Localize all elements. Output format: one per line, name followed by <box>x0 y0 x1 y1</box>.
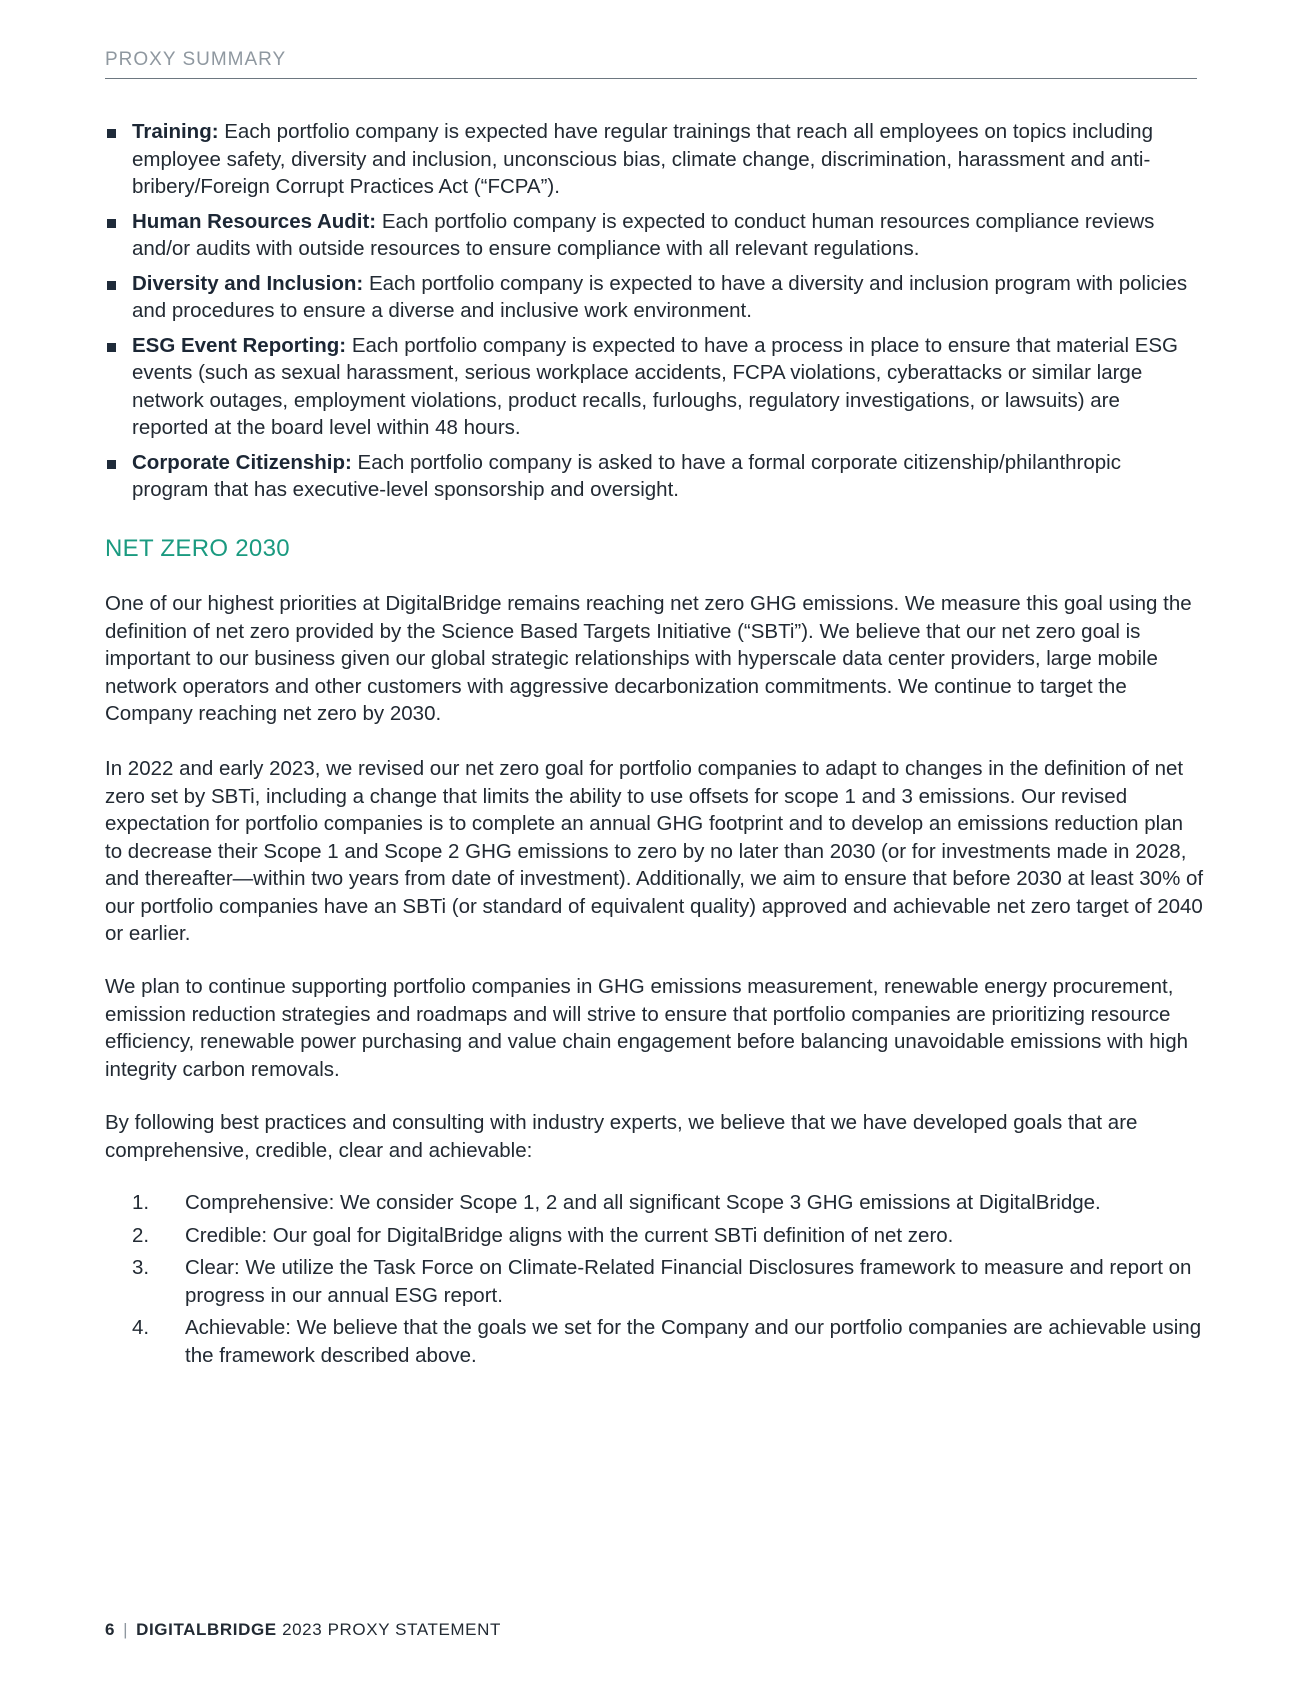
goal-text: Clear: We utilize the Task Force on Climate-Related Financial Disclosures framework to measure and report on progress in our annual ESG report. <box>185 1256 1192 1307</box>
footer-document-title: 2023 PROXY STATEMENT <box>282 1620 501 1639</box>
goal-item <box>105 1222 1205 1250</box>
goal-text: Achievable: We believe that the goals we set for the Company and our portfolio companies are achievable using the framework described above. <box>185 1316 1202 1367</box>
bullet-hr-audit <box>105 208 1197 263</box>
bullet-term: Corporate Citizenship: <box>132 450 352 474</box>
bullet-text: Each portfolio company is expected to have a diversity and inclusion program with policies and procedures to ensure a diverse and inclusive work environment. <box>132 271 1188 322</box>
goal-number: 1. <box>132 1191 150 1214</box>
goal-number: 2. <box>132 1223 150 1247</box>
bullet-diversity <box>105 270 1197 325</box>
page-header <box>105 48 1197 72</box>
policy-bullet-list <box>105 118 1197 511</box>
goal-item <box>105 1254 1205 1309</box>
bullet-esg-reporting <box>105 332 1197 442</box>
bullet-citizenship <box>105 449 1197 504</box>
bullet-text: Each portfolio company is expected to have a process in place to ensure that material ESG events (such as sexual harassment, serious workplace accidents, FCPA violations, cyberattacks or similar large network outages, employment violations, product recalls, furloughs, regulatory investigations, or lawsuits) are reported at the board level within 48 hours. <box>132 333 1178 439</box>
footer-brand: DIGITALBRIDGE <box>136 1620 277 1639</box>
square-bullet-icon <box>107 460 116 469</box>
square-bullet-icon <box>107 219 116 228</box>
bullet-text: Each portfolio company is expected to conduct human resources compliance reviews and/or audits with outside resources to ensure compliance with all relevant regulations. <box>132 209 1155 260</box>
goal-number: 4. <box>132 1316 150 1339</box>
paragraph-support: We plan to continue supporting portfolio companies in GHG emissions measurement, renewable energy procurement, emission reduction strategies and roadmaps and will strive to ensure that portfolio companies are prioritizing resource efficiency, renewable power purchasing and value chain engagement before balancing unavoidable emissions with high integrity carbon removals. <box>105 975 1189 1081</box>
header-title: PROXY SUMMARY <box>105 49 287 70</box>
bullet-text: Each portfolio company is expected have regular trainings that reach all employees on topics including employee safety, diversity and inclusion, unconscious bias, climate change, discrimination, harassment and anti-bribery/Foreign Corrupt Practices Act (“FCPA”). <box>132 120 1153 198</box>
square-bullet-icon <box>107 343 116 352</box>
goal-text: Credible: Our goal for DigitalBridge aligns with the current SBTi definition of net zero. <box>185 1223 954 1247</box>
bullet-term: ESG Event Reporting: <box>132 333 347 357</box>
page-number: 6 <box>105 1620 116 1639</box>
goal-number: 3. <box>132 1256 150 1279</box>
bullet-text: Each portfolio company is asked to have a formal corporate citizenship/philanthropic program that has executive-level sponsorship and oversight. <box>132 450 1121 501</box>
bullet-term: Training: <box>132 120 219 143</box>
goals-list <box>105 1189 1205 1374</box>
header-divider <box>105 78 1197 79</box>
bullet-training <box>105 118 1197 201</box>
goal-item <box>105 1314 1205 1369</box>
square-bullet-icon <box>107 129 116 138</box>
section-heading: NET ZERO 2030 <box>105 535 290 562</box>
footer-separator: | <box>123 1620 129 1639</box>
goal-item <box>105 1189 1205 1217</box>
page-footer <box>105 1620 501 1640</box>
square-bullet-icon <box>107 281 116 290</box>
paragraph-priorities: One of our highest priorities at DigitalBridge remains reaching net zero GHG emissions. We measure this goal using the definition of net zero provided by the Science Based Targets Initiative (“SBTi”). We believe that our net zero goal is important to our business given our global strategic relationships with hyperscale data center providers, large mobile network operators and other customers with aggressive decarbonization commitments. We continue to target the Company reaching net zero by 2030. <box>105 592 1192 725</box>
goal-text: Comprehensive: We consider Scope 1, 2 and all significant Scope 3 GHG emissions at DigitalBridge. <box>185 1191 1101 1214</box>
paragraph-revised-goal: In 2022 and early 2023, we revised our net zero goal for portfolio companies to adapt to changes in the definition of net zero set by SBTi, including a change that limits the ability to use offsets for scope 1 and 3 emissions. Our revised expectation for portfolio companies is to complete an annual GHG footprint and to develop an emissions reduction plan to decrease their Scope 1 and Scope 2 GHG emissions to zero by no later than 2030 (or for investments made in 2028, and thereafter—within two years from date of investment). Additionally, we aim to ensure that before 2030 at least 30% of our portfolio companies have an SBTi (or standard of equivalent quality) approved and achievable net zero target of 2040 or earlier. <box>105 757 1204 945</box>
bullet-term: Human Resources Audit: <box>132 209 377 233</box>
bullet-term: Diversity and Inclusion: <box>132 271 364 295</box>
paragraph-best-practices: By following best practices and consulting with industry experts, we believe that we have developed goals that are comprehensive, credible, clear and achievable: <box>105 1111 1138 1162</box>
